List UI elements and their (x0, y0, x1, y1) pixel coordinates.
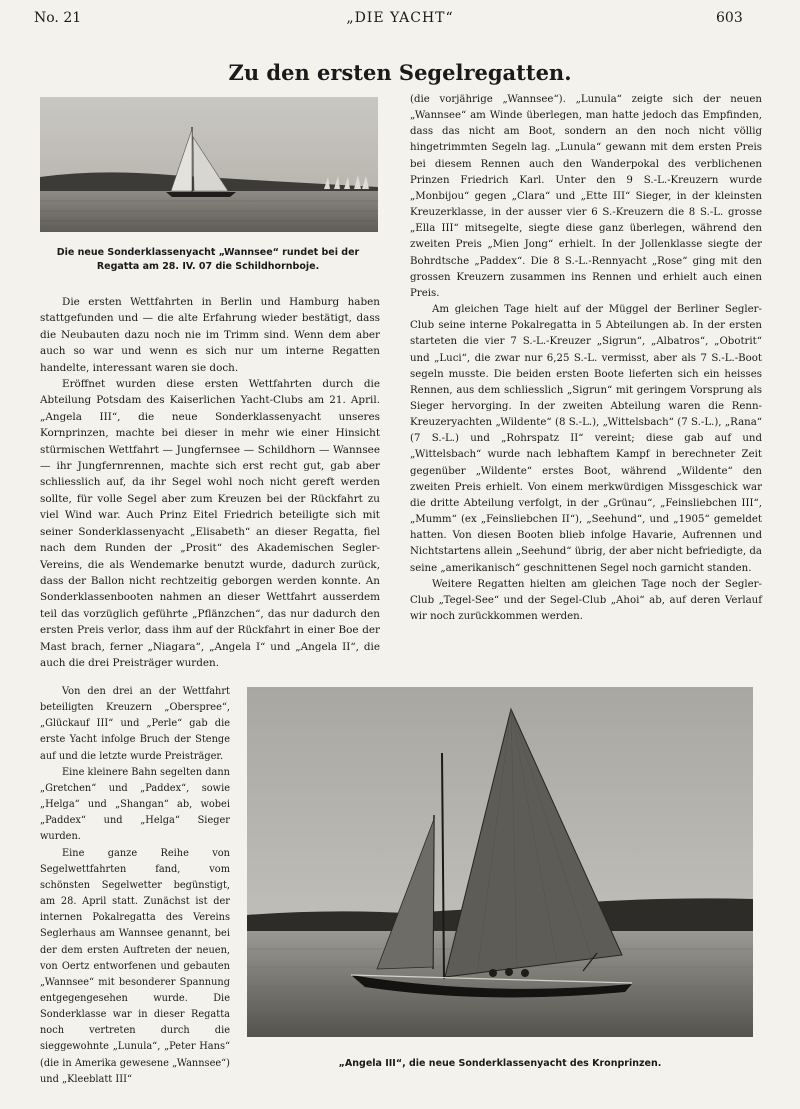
issue-number: No. 21 (34, 10, 82, 26)
paragraph: Eine kleinere Bahn segelten dann „Gretchen“ und „Paddex“, sowie „Helga“ und „Shangan“ ab, wobei „Paddex“ und „Helga“ Sieger wurden. (40, 766, 230, 843)
bottom-sailboat-photo (247, 687, 753, 1037)
top-sailboat-photo (40, 97, 378, 232)
narrow-column (40, 684, 230, 1088)
paragraph: Eröffnet wurden diese ersten Wettfahrten durch die Abteilung Potsdam des Kaiserlichen Yacht-Clubs am 21. April. „Angela III“, die neue Sonderklassenyacht unseres Kornprinzen, machte bei dieser in mehr wie einer Hinsicht stürmischen Wettfahrt — Jungfernsee — Schildhorn — Wannsee — ihr Jungfernrennen, machte sich erst recht gut, gab aber schliesslich auf, da ihr Segel wohl noch nicht gereft werden sollte, für volle Segel aber zum Kreuzen bei der Rückfahrt zu viel Wind war. Auch Prinz Eitel Friedrich beteiligte sich mit seiner Sonderklassenyacht „Elisabeth“ an dieser Regatta, fiel nach dem Runden der „Prosit“ des Akademischen Segler-Vereins, die als Wendemarke benutzt wurde, dadurch zurück, dass der Ballon nicht rechtzeitig geborgen werden konnte. An Sonderklassenbooten nahmen an dieser Wettfahrt ausserdem teil das vorzüglich geführte „Pflänzchen“, das nur dadurch den ersten Preis verlor, dass ihm auf der Rückfahrt in einer Boe der Mast brach, ferner „Niagara“, „Angela I“ und „Angela II“, die auch die drei Preisträger wurden. (40, 378, 380, 669)
sailboat-photo-icon (247, 687, 753, 1037)
masthead: „DIE YACHT“ (346, 10, 454, 26)
bottom-photo-caption: „Angela III“, die neue Sonderklassenyacht des Kronprinzen. (338, 1058, 662, 1069)
page-number: 603 (716, 10, 743, 26)
sailboat-photo-icon (40, 97, 378, 232)
paragraph: Am gleichen Tage hielt auf der Müggel der Berliner Segler-Club seine interne Pokalregatta in 5 Abteilungen ab. In der ersten starteten die vier 7 S.-L.-Kreuzer „Sigrun“, „Albatros“, „Obotrit“ und „Luci“, die zwar nur 6,25 S.-L. vermisst, aber als 7 S.-L.-Boot segeln musste. Die beiden ersten Boote lieferten sich ein heisses Rennen, aus dem schliesslich „Sigrun“ mit geringem Vorsprung als Sieger hervorging. In der zweiten Abteilung waren die Renn-Kreuzeryachten „Wildente“ (8 S.-L.), „Wittelsbach“ (7 S.-L.), „Rana“ (7 S.-L.) und „Rohrspatz II“ vereint; diese gab auf und „Wittelsbach“ wurde nach lebhaftem Kampf in berechneter Zeit gegenüber „Wildente“ erstes Boot, während „Wildente“ den zweiten Preis erhielt. Von einem merkwürdigen Missgeschick war die dritte Abteilung verfolgt, in der „Grünau“, „Feinsliebchen III“, „Mumm“ (ex „Feinsliebchen II“), „Seehund“, und „1905“ gemeldet hatten. Von diesen Booten blieb infolge Havarie, Aufrennen und Nichtstartens allein „Seehund“ übrig, der aber nicht befriedigte, da seine „amerikanisch“ geschnittenen Segel noch garnicht standen. (410, 304, 762, 574)
paragraph: Weitere Regatten hielten am gleichen Tage noch der Segler-Club „Tegel-See“ und der Segel-Club „Ahoi“ ab, auf deren Verlauf wir noch zurückkommen werden. (410, 578, 762, 622)
paragraph: (die vorjährige „Wannsee“). „Lunula“ zeigte sich der neuen „Wannsee“ am Winde überlegen, man hatte jedoch das Empfinden, dass das nicht am Boot, sondern an den noch nicht völlig hingetrimmten Segeln lag. „Lunula“ gewann mit dem ersten Preis bei diesem Rennen auch den Wanderpokal des verblichenen Prinzen Friedrich Karl. Unter den 9 S.-L.-Kreuzern wurde „Monbijou“ gegen „Clara“ und „Ette III“ Sieger, in der kleinsten Kreuzerklasse, in der ausser vier 6 S.-Kreuzern die 8 S.-L. grosse „Ella III“ mitsegelte, siegte diese ganz überlegen, während den zweiten Preis „Mien Jong“ erhielt. In der Jollenklasse siegte der Bohrdtsche „Paddex“. Die 8 S.-L.-Rennyacht „Rose“ ging mit den grossen Kreuzern zusammen ins Rennen und erhielt auch einen Preis. (410, 94, 762, 299)
article-title: Zu den ersten Segelregatten. (228, 60, 572, 85)
paragraph: Die ersten Wettfahrten in Berlin und Hamburg haben stattgefunden und — die alte Erfahrung wieder bestätigt, dass die Neubauten dazu noch nie im Trimm sind. Wenn dem aber auch so war und wenn es sich nur um interne Regatten handelte, interessant waren sie doch. (40, 296, 380, 374)
left-column (40, 294, 380, 671)
right-column (410, 92, 762, 625)
paragraph: Von den drei an der Wettfahrt beteiligten Kreuzern „Oberspree“, „Glückauf III“ und „Perle“ gab die erste Yacht infolge Bruch der Stenge auf und die letzte wurde Preisträger. (40, 686, 230, 762)
top-photo-caption: Die neue Sonderklassenyacht „Wannsee“ rundet bei der Regatta am 28. IV. 07 die Schildhornboje. (56, 247, 360, 272)
paragraph: Eine ganze Reihe von Segelwettfahrten fand, vom schönsten Segelwetter begünstigt, am 28. April statt. Zunächst ist der internen Pokalregatta des Vereins Seglerhaus am Wannsee genannt, bei der dem ersten Auftreten der neuen, von Oertz entworfenen und gebauten „Wannsee“ mit besonderer Spannung entgegengesehen wurde. Die Sonderklasse war in dieser Regatta noch vertreten durch die sieggewohnte „Lunula“, „Peter Hans“ (die in Amerika gewesene „Wannsee“) und „Kleeblatt III“ (40, 847, 230, 1085)
